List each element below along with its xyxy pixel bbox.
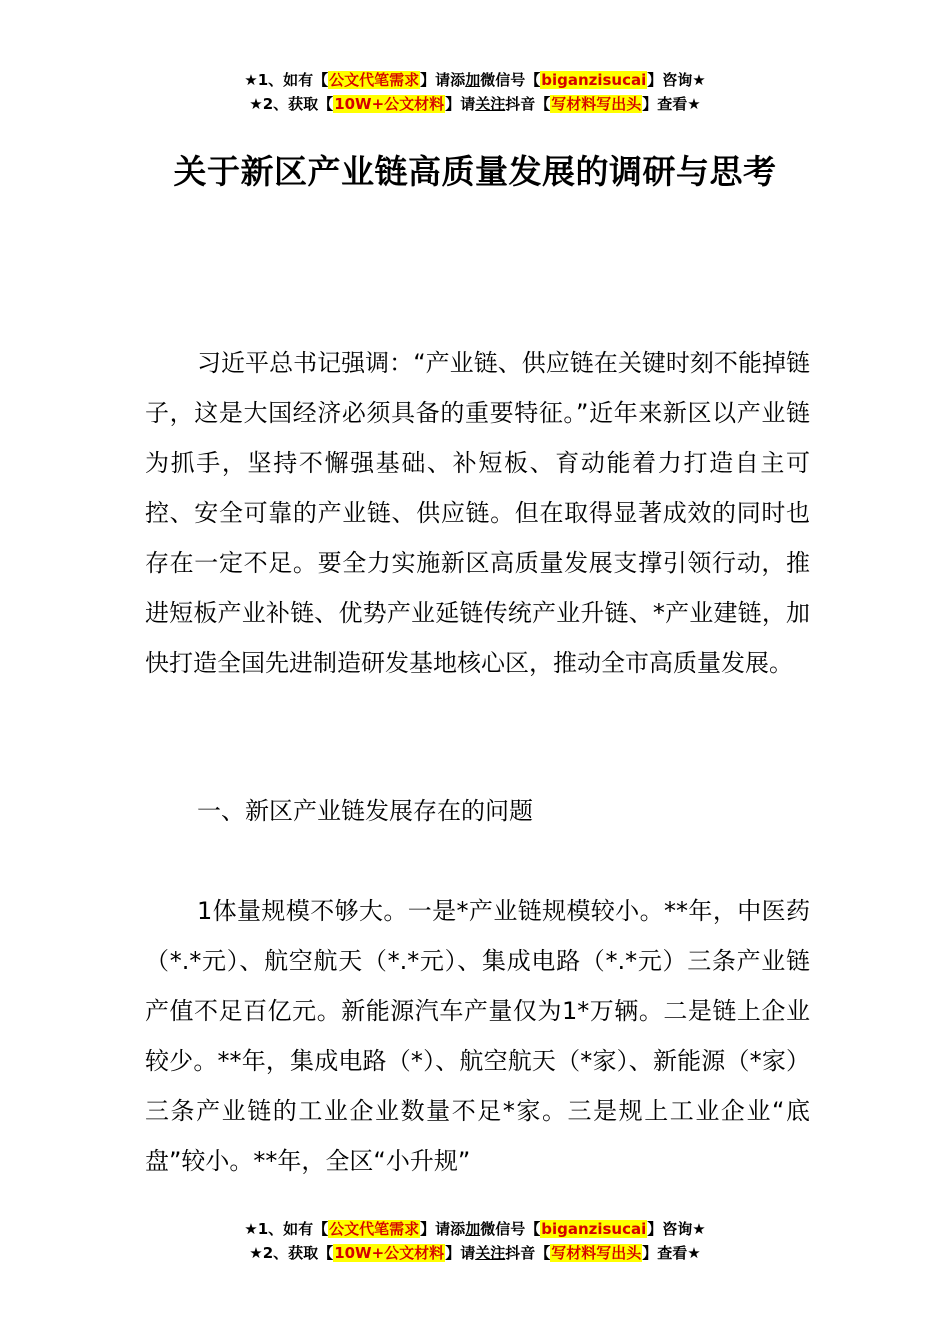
promo-text: 】请 xyxy=(445,95,476,113)
promo-text: ★1、如有【 xyxy=(244,1220,329,1238)
promo-text: ★2、获取【 xyxy=(249,95,334,113)
promo-text: 】请 xyxy=(445,1244,476,1262)
promo-underlined-text: 加 xyxy=(465,1220,481,1238)
promo-text: 】查看★ xyxy=(642,1244,701,1262)
promo-douyin-id: 写材料写出头 xyxy=(551,1244,642,1262)
promo-text: 抖音【 xyxy=(505,95,551,113)
promo-highlight: 10W+公文材料 xyxy=(334,1244,445,1262)
body-paragraph-1 xyxy=(145,338,810,688)
heading-text: 一、新区产业链发展存在的问题 xyxy=(197,797,533,825)
promo-text: 微信号【 xyxy=(480,1220,541,1238)
promo-wechat-id: biganzisucai xyxy=(541,1220,647,1238)
promo-underlined-text: 关注 xyxy=(475,95,506,113)
promo-text: 】查看★ xyxy=(642,95,701,113)
section-heading-1 xyxy=(145,786,810,836)
promo-underlined-text: 加 xyxy=(465,71,481,89)
promo-text: ★2、获取【 xyxy=(249,1244,334,1262)
promo-text: 】请添 xyxy=(420,71,466,89)
promo-highlight: 10W+公文材料 xyxy=(334,95,445,113)
promo-banner-top xyxy=(0,68,950,116)
promo-highlight: 公文代笔需求 xyxy=(329,1220,420,1238)
document-title: 关于新区产业链高质量发展的调研与思考 xyxy=(173,152,777,191)
promo-text: 】请添 xyxy=(420,1220,466,1238)
promo-line-2 xyxy=(0,1241,950,1265)
promo-wechat-id: biganzisucai xyxy=(541,71,647,89)
promo-text: 抖音【 xyxy=(505,1244,551,1262)
promo-text: 】咨询★ xyxy=(647,1220,706,1238)
promo-text: 】咨询★ xyxy=(647,71,706,89)
promo-line-1 xyxy=(0,68,950,92)
paragraph-text: 习近平总书记强调：“产业链、供应链在关键时刻不能掉链子，这是大国经济必须具备的重要特征。”近年来新区以产业链为抓手，坚持不懈强基础、补短板、育动能着力打造自主可控、安全可靠的产业链、供应链。但在取得显著成效的同时也存在一定不足。要全力实施新区高质量发展支撑引领行动，推进短板产业补链、优势产业延链传统产业升链、*产业建链，加快打造全国先进制造研发基地核心区，推动全市高质量发展。 xyxy=(145,349,810,677)
promo-text: 微信号【 xyxy=(480,71,541,89)
paragraph-text: 1体量规模不够大。一是*产业链规模较小。**年，中医药（*.*元）、航空航天（*.*元）、集成电路（*.*元）三条产业链产值不足百亿元。新能源汽车产量仅为1*万辆。二是链上企业较少。**年，集成电路（*）、航空航天（*家）、新能源（*家）三条产业链的工业企业数量不足*家。三是规上工业企业“底盘”较小。**年，全区“小升规” xyxy=(145,897,810,1175)
promo-douyin-id: 写材料写出头 xyxy=(551,95,642,113)
promo-line-2 xyxy=(0,92,950,116)
promo-text: ★1、如有【 xyxy=(244,71,329,89)
promo-highlight: 公文代笔需求 xyxy=(329,71,420,89)
body-paragraph-2 xyxy=(145,886,810,1186)
promo-line-1 xyxy=(0,1217,950,1241)
promo-banner-bottom xyxy=(0,1217,950,1265)
promo-underlined-text: 关注 xyxy=(475,1244,506,1262)
